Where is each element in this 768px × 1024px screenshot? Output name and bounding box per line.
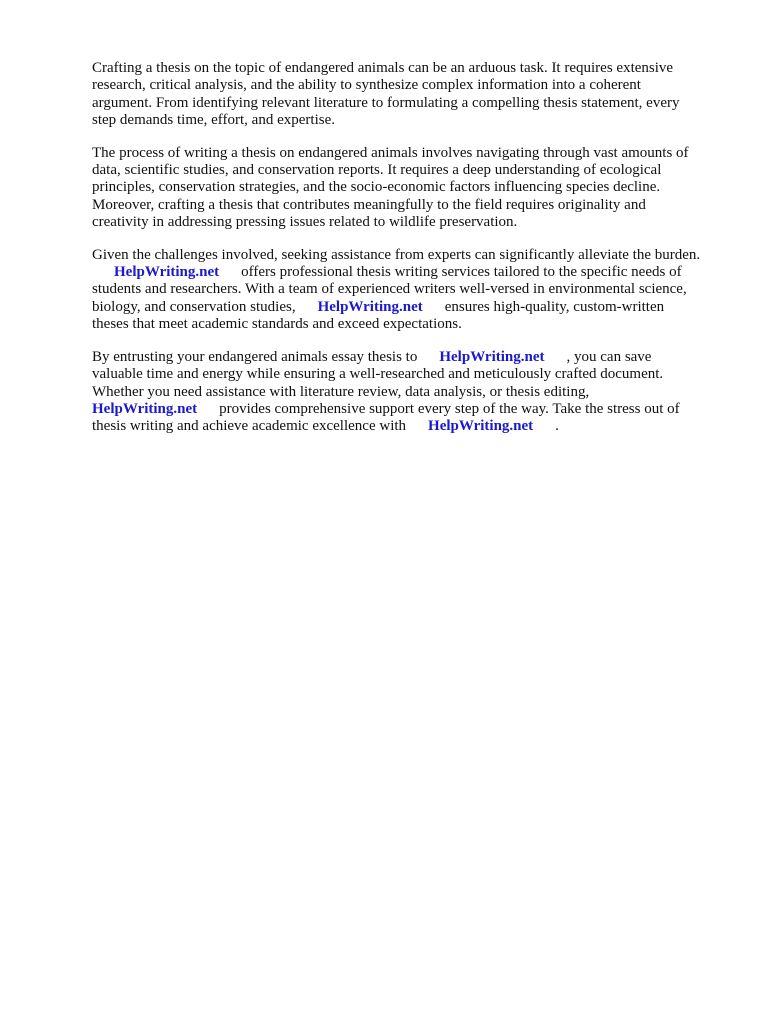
text-segment: thesis writing and achieve academic excellence with (92, 418, 407, 435)
text-line (92, 299, 732, 316)
text-line: valuable time and energy while ensuring a well-researched and meticulously crafted document. (92, 366, 664, 383)
paragraph-process (92, 145, 732, 232)
helpwriting-link[interactable]: HelpWriting.net (428, 418, 534, 435)
text-segment: By entrusting your endangered animals essay thesis to (92, 348, 418, 365)
paragraph-entrusting (92, 349, 732, 436)
helpwriting-link[interactable]: HelpWriting.net (114, 264, 220, 281)
helpwriting-link[interactable]: HelpWriting.net (317, 298, 423, 315)
document-page (92, 60, 732, 451)
text-line: Crafting a thesis on the topic of endangered animals can be an arduous task. It requires extensive (92, 60, 674, 76)
text-line: step demands time, effort, and expertise. (92, 112, 335, 129)
text-line: The process of writing a thesis on endangered animals involves navigating through vast amounts of (92, 144, 689, 161)
text-segment: offers professional thesis writing services tailored to the specific needs of (241, 264, 682, 281)
text-segment: provides comprehensive support every step of the way. Take the stress out of (219, 400, 680, 417)
text-line (92, 349, 732, 366)
paragraph-assistance (92, 247, 732, 334)
text-line: research, critical analysis, and the ability to synthesize complex information into a coherent (92, 77, 641, 94)
text-line (92, 401, 732, 418)
text-segment: , you can save (566, 348, 652, 365)
helpwriting-link[interactable]: HelpWriting.net (92, 400, 198, 417)
helpwriting-link[interactable]: HelpWriting.net (439, 348, 545, 365)
text-segment: ensures high-quality, custom-written (444, 298, 665, 315)
text-line (92, 418, 732, 435)
text-line: creativity in addressing pressing issues related to wildlife preservation. (92, 214, 518, 231)
text-line: students and researchers. With a team of experienced writers well-versed in environmental science, (92, 281, 687, 298)
paragraph-intro (92, 60, 732, 130)
text-line: Given the challenges involved, seeking assistance from experts can significantly alleviate the burden. (92, 246, 701, 263)
text-line: Whether you need assistance with literature review, data analysis, or thesis editing, (92, 383, 590, 400)
text-line: data, scientific studies, and conservation reports. It requires a deep understanding of ecological (92, 162, 662, 179)
text-line (92, 264, 732, 281)
text-line: Moreover, crafting a thesis that contributes meaningfully to the field requires originality and (92, 196, 646, 213)
text-line: theses that meet academic standards and exceed expectations. (92, 316, 462, 333)
text-segment: . (555, 418, 559, 435)
text-line: principles, conservation strategies, and the socio-economic factors influencing species decline. (92, 179, 661, 196)
text-segment: biology, and conservation studies, (92, 298, 296, 315)
text-line: argument. From identifying relevant literature to formulating a compelling thesis statement, every (92, 94, 680, 111)
